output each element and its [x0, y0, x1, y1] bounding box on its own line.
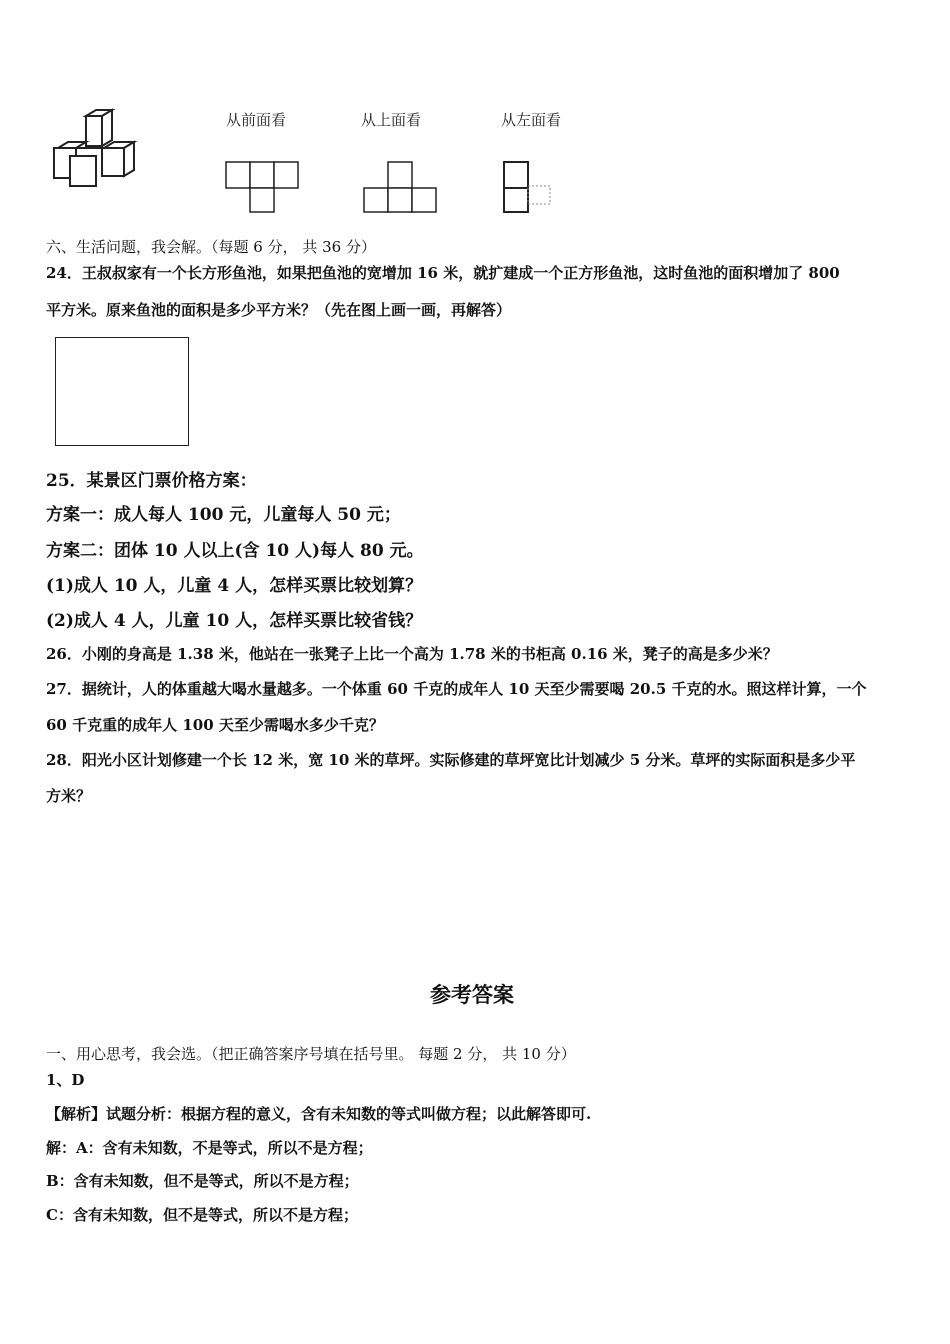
- top-view-figure: [360, 158, 440, 216]
- answer-1: 1、D: [46, 1071, 85, 1089]
- q27-line1: 27．据统计，人的体重越大喝水量越多。一个体重 60 千克的成年人 10 天至少需要喝 20.5 千克的水。照这样计算，一个: [46, 680, 867, 698]
- q25-part1: (1)成人 10 人，儿童 4 人，怎样买票比较划算？: [46, 576, 423, 596]
- cube-stack-figure: [48, 108, 148, 190]
- q25-title: 25．某景区门票价格方案：: [46, 471, 257, 491]
- q28-line2: 方米？: [46, 787, 92, 805]
- left-view-label: 从左面看: [501, 111, 562, 129]
- q24-line1: 24．王叔叔家有一个长方形鱼池，如果把鱼池的宽增加 16 米，就扩建成一个正方形鱼池，这时鱼池的面积增加了 800: [46, 264, 840, 282]
- answers-title: 参考答案: [430, 982, 514, 1007]
- q25-plan2: 方案二：团体 10 人以上(含 10 人)每人 80 元。: [46, 541, 424, 561]
- q25-plan1: 方案一：成人每人 100 元，儿童每人 50 元；: [46, 505, 401, 525]
- q28-line1: 28．阳光小区计划修建一个长 12 米，宽 10 米的草坪。实际修建的草坪宽比计划减少 5 分米。草坪的实际面积是多少平: [46, 751, 856, 769]
- answer-1-analysis: 【解析】试题分析：根据方程的意义，含有未知数的等式叫做方程；以此解答即可.: [46, 1105, 592, 1123]
- q25-part2: (2)成人 4 人，儿童 10 人，怎样买票比较省钱？: [46, 611, 423, 631]
- left-view-figure: [500, 158, 560, 216]
- answer-1-solution-c: C：含有未知数，但不是等式，所以不是方程；: [46, 1206, 358, 1224]
- fish-pond-square: [55, 337, 189, 446]
- answers-section-1-heading: 一、用心思考，我会选。（把正确答案序号填在括号里。 每题 2 分， 共 10 分）: [46, 1045, 576, 1063]
- answer-1-solution-a: 解：A：含有未知数，不是等式，所以不是方程；: [46, 1139, 373, 1157]
- answer-1-solution-b: B：含有未知数，但不是等式，所以不是方程；: [46, 1172, 359, 1190]
- top-view-label: 从上面看: [361, 111, 422, 129]
- front-view-figure: [222, 158, 302, 216]
- q24-line2: 平方米。原来鱼池的面积是多少平方米？（先在图上画一画，再解答）: [46, 301, 512, 319]
- section-6-heading: 六、生活问题，我会解。（每题 6 分， 共 36 分）: [46, 238, 376, 256]
- q27-line2: 60 千克重的成年人 100 天至少需喝水多少千克？: [46, 716, 384, 734]
- front-view-label: 从前面看: [226, 111, 287, 129]
- q26-text: 26．小刚的身高是 1.38 米，他站在一张凳子上比一个高为 1.78 米的书柜高 0.16 米，凳子的高是多少米？: [46, 645, 778, 663]
